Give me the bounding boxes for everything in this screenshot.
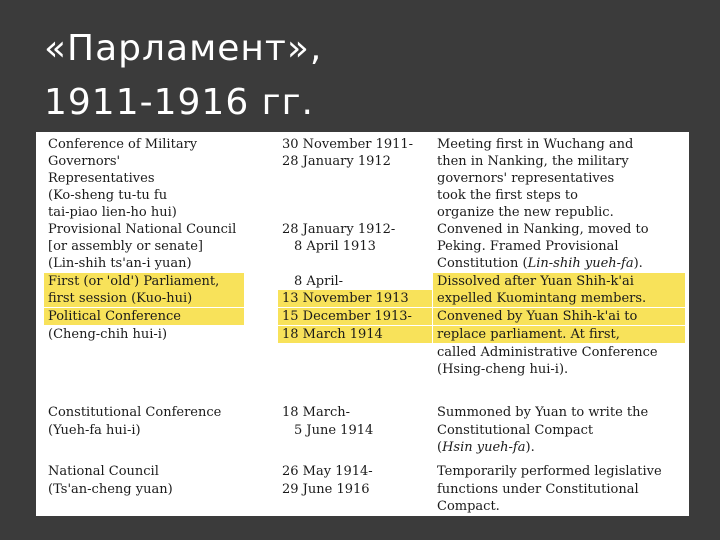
description-cell: functions under Constitutional bbox=[437, 482, 639, 497]
institution-cell: National Council bbox=[48, 464, 159, 479]
institution-cell: Conference of Military bbox=[48, 137, 198, 152]
scanned-table-image bbox=[36, 132, 689, 516]
table-row bbox=[36, 361, 689, 378]
institution-cell bbox=[48, 498, 276, 515]
institution-cell: Governors' bbox=[48, 154, 121, 169]
dates-cell bbox=[282, 170, 432, 187]
highlighted-institution-cell: first session (Kuo-hui) bbox=[44, 290, 244, 307]
description-cell: Peking. Framed Provisional bbox=[437, 239, 619, 254]
dates-cell: 26 May 1914- bbox=[282, 464, 373, 479]
dates-cell bbox=[282, 255, 432, 272]
description-cell: called Administrative Conference bbox=[437, 345, 658, 360]
institution-cell: [or assembly or senate] bbox=[48, 239, 203, 254]
description-text: Constitution ( bbox=[437, 256, 528, 271]
table-row bbox=[36, 404, 689, 421]
description-cell: Summoned by Yuan to write the bbox=[437, 405, 649, 420]
dates-cell: 5 June 1914 bbox=[294, 423, 374, 438]
highlighted-institution-cell: First (or 'old') Parliament, bbox=[44, 273, 244, 290]
dates-cell: 30 November 1911- bbox=[282, 137, 414, 152]
table-row bbox=[36, 170, 689, 187]
description-cell: (Hsing-cheng hui-i). bbox=[437, 362, 569, 377]
highlighted-institution-cell: Political Conference bbox=[44, 308, 244, 325]
dates-cell: 28 January 1912- bbox=[282, 222, 396, 237]
dates-cell bbox=[282, 361, 432, 378]
institution-cell: Constitutional Conference bbox=[48, 405, 222, 420]
description-italic-text: Hsin yueh-fa bbox=[442, 440, 526, 455]
institution-cell: (Ts'an-cheng yuan) bbox=[48, 482, 173, 497]
table-row bbox=[36, 498, 689, 515]
dates-cell: 29 June 1916 bbox=[282, 482, 370, 497]
institution-cell: (Cheng-chih hui-i) bbox=[48, 327, 168, 342]
description-cell: took the first steps to bbox=[437, 188, 578, 203]
description-tail-text: ). bbox=[633, 256, 643, 271]
institution-cell: (Lin-shih ts'an-i yuan) bbox=[48, 256, 192, 271]
table-row bbox=[36, 308, 689, 325]
slide-title bbox=[44, 22, 322, 130]
dates-cell bbox=[282, 204, 432, 221]
dates-cell: 28 January 1912 bbox=[282, 154, 391, 169]
slide-title-line-1: «Парламент», bbox=[44, 28, 323, 69]
institution-cell: Provisional National Council bbox=[48, 222, 237, 237]
description-cell: organize the new republic. bbox=[437, 205, 614, 220]
description-cell: Compact. bbox=[437, 499, 500, 514]
description-cell: Constitutional Compact bbox=[437, 423, 594, 438]
description-cell: then in Nanking, the military bbox=[437, 154, 629, 169]
table-row bbox=[36, 290, 689, 307]
dates-cell bbox=[282, 498, 432, 515]
highlighted-dates-cell: 15 December 1913- bbox=[278, 308, 432, 325]
institution-cell bbox=[48, 344, 276, 361]
table-row bbox=[36, 153, 689, 170]
description-italic-text: Lin-shih yueh-fa bbox=[527, 256, 634, 271]
highlighted-dates-cell: 18 March 1914 bbox=[278, 326, 432, 343]
table-row bbox=[36, 463, 689, 480]
table-row bbox=[36, 326, 689, 343]
institution-cell: Representatives bbox=[48, 171, 155, 186]
table-row bbox=[36, 344, 689, 361]
table-row bbox=[36, 439, 689, 456]
dates-cell bbox=[282, 344, 432, 361]
description-cell bbox=[437, 439, 685, 456]
highlighted-description-cell: Dissolved after Yuan Shih-k'ai bbox=[433, 273, 685, 290]
description-tail-text: ). bbox=[525, 440, 535, 455]
dates-cell bbox=[282, 187, 432, 204]
table-row bbox=[36, 481, 689, 498]
table-row bbox=[36, 238, 689, 255]
highlighted-dates-cell: 13 November 1913 bbox=[278, 290, 432, 307]
description-cell bbox=[437, 255, 685, 272]
table-row bbox=[36, 422, 689, 439]
institution-cell: (Ko-sheng tu-tu fu bbox=[48, 188, 168, 203]
dates-cell: 8 April- bbox=[294, 274, 344, 289]
institution-cell bbox=[48, 361, 276, 378]
institution-cell: (Yueh-fa hui-i) bbox=[48, 423, 141, 438]
dates-cell: 18 March- bbox=[282, 405, 350, 420]
table-row bbox=[36, 255, 689, 272]
description-text: ( bbox=[437, 440, 443, 455]
table-row bbox=[36, 273, 689, 290]
dates-cell: 8 April 1913 bbox=[294, 239, 376, 254]
table-row bbox=[36, 204, 689, 221]
institution-cell: tai-piao lien-ho hui) bbox=[48, 205, 177, 220]
dates-cell bbox=[282, 439, 432, 456]
description-cell: Meeting first in Wuchang and bbox=[437, 137, 634, 152]
table-row bbox=[36, 187, 689, 204]
description-cell: governors' representatives bbox=[437, 171, 615, 186]
table-row bbox=[36, 136, 689, 153]
highlighted-description-cell: Convened by Yuan Shih-k'ai to bbox=[433, 308, 685, 325]
slide-title-line-2: 1911-1916 гг. bbox=[44, 82, 314, 123]
table-row bbox=[36, 221, 689, 238]
description-cell: Temporarily performed legislative bbox=[437, 464, 662, 479]
institution-cell bbox=[48, 439, 276, 456]
description-cell: Convened in Nanking, moved to bbox=[437, 222, 649, 237]
highlighted-description-cell: replace parliament. At first, bbox=[433, 326, 685, 343]
highlighted-description-cell: expelled Kuomintang members. bbox=[433, 290, 685, 307]
